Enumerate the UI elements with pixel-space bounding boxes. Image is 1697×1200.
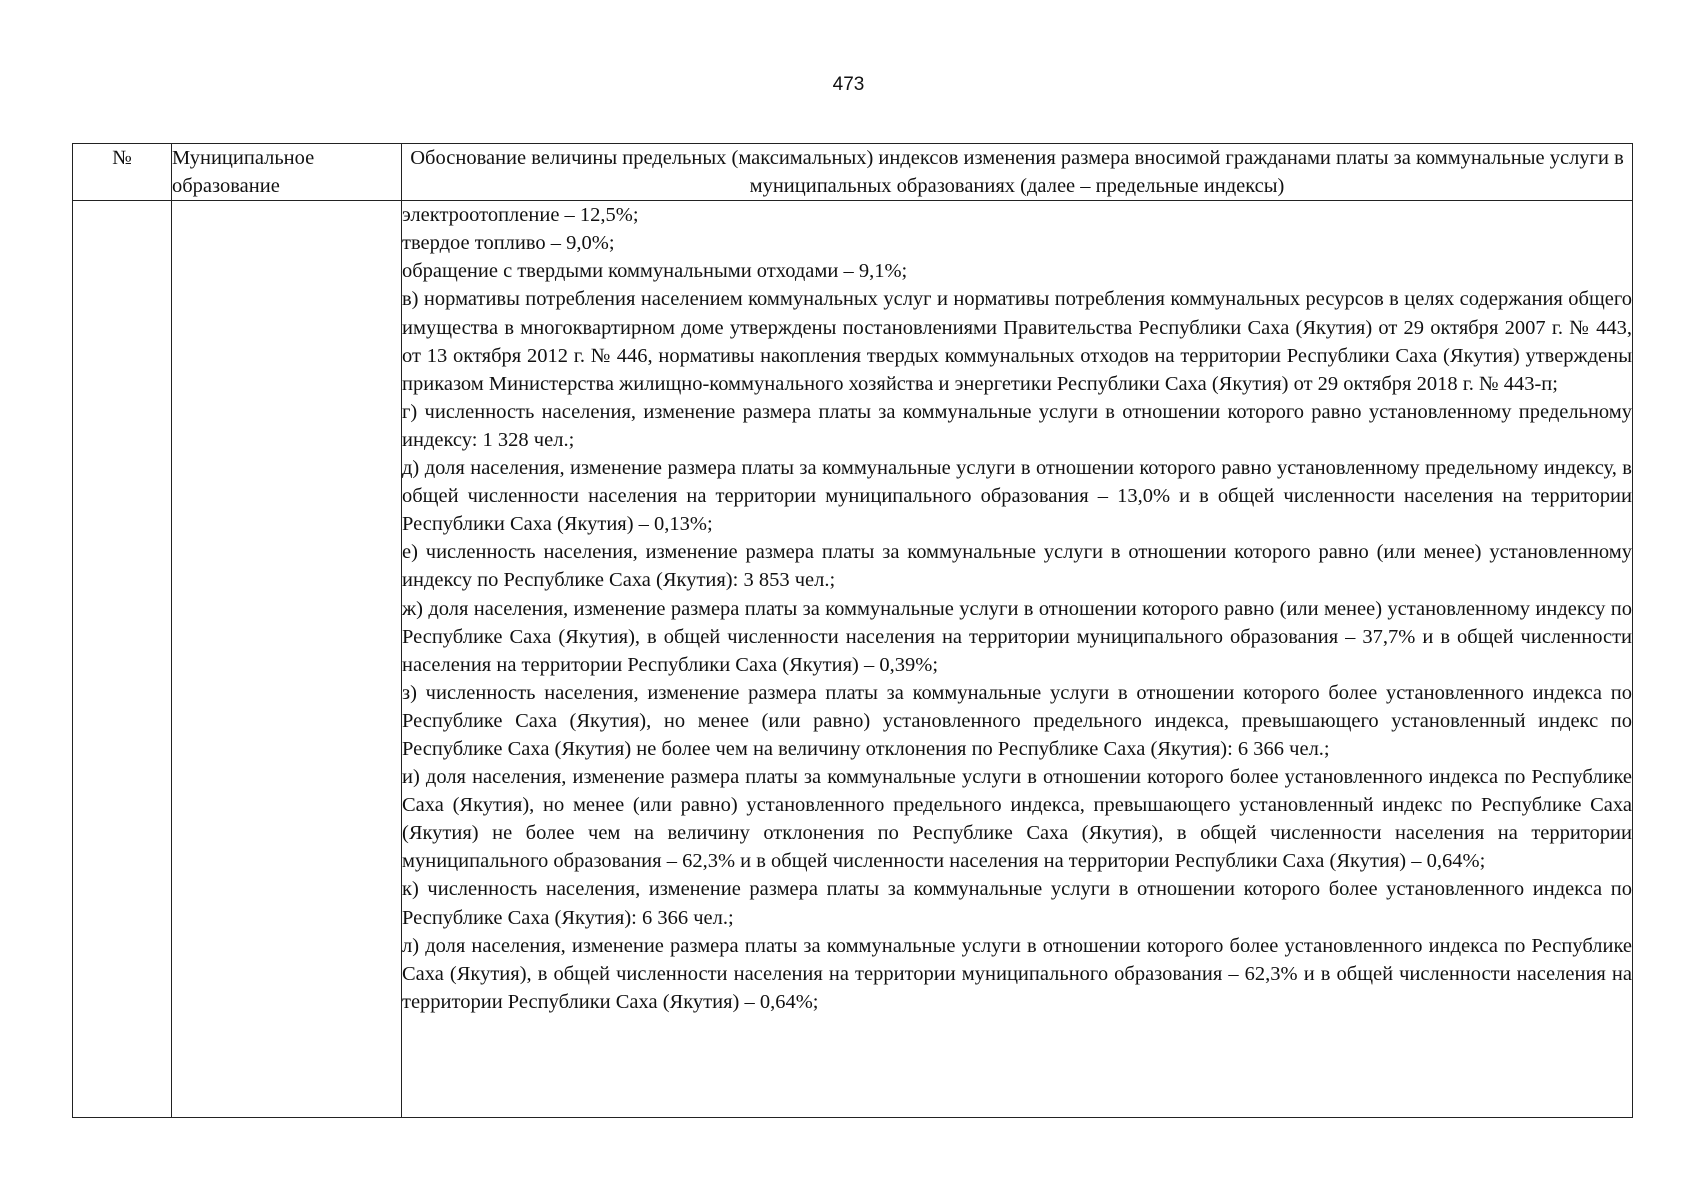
column-header-justification: Обоснование величины предельных (максимальных) индексов изменения размера вносимой гражданами платы за коммунальные услуги в муниципальных образованиях (далее – предельные индексы)	[402, 144, 1633, 201]
paragraph-item-k: к) численность населения, изменение размера платы за коммунальные услуги в отношении которого более установленного индекса по Республике Саха (Якутия): 6 366 чел.;	[402, 878, 1632, 929]
justification-table	[72, 143, 1633, 1118]
cell-municipality	[172, 201, 402, 1118]
paragraph-item-v: в) нормативы потребления населением коммунальных услуг и нормативы потребления коммунальных ресурсов в целях содержания общего имущества в многоквартирном доме утверждены постановлениями Правительства Республики Саха (Якутия) от 29 октября 2007 г. № 443, от 13 октября 2012 г. № 446, нормативы накопления твердых коммунальных отходов на территории Республики Саха (Якутия) утверждены приказом Министерства жилищно-коммунального хозяйства и энергетики Республики Саха (Якутия) от 29 октября 2018 г. № 443-п;	[402, 288, 1632, 395]
paragraph-item-z: з) численность населения, изменение размера платы за коммунальные услуги в отношении которого более установленного индекса по Республике Саха (Якутия), но менее (или равно) установленного предельного индекса, превышающего установленный индекс по Республике Саха (Якутия) не более чем на величину отклонения по Республике Саха (Якутия): 6 366 чел.;	[402, 681, 1632, 760]
page-number: 473	[832, 74, 865, 95]
paragraph-item-l: л) доля населения, изменение размера платы за коммунальные услуги в отношении которого более установленного индекса по Республике Саха (Якутия), в общей численности населения на территории муниципального образования – 62,3% и в общей численности населения на территории Республики Саха (Якутия) – 0,64%;	[402, 934, 1632, 1013]
paragraph-solid-waste: обращение с твердыми коммунальными отходами – 9,1%;	[402, 260, 908, 283]
paragraph-item-d: д) доля населения, изменение размера платы за коммунальные услуги в отношении которого равно установленному предельному индексу, в общей численности населения на территории муниципального образования – 13,0% и в общей численности населения на территории Республики Саха (Якутия) – 0,13%;	[402, 457, 1632, 536]
paragraph-item-g: г) численность населения, изменение размера платы за коммунальные услуги в отношении которого равно установленному предельному индексу: 1 328 чел.;	[402, 400, 1632, 451]
paragraph-item-zh: ж) доля населения, изменение размера платы за коммунальные услуги в отношении которого равно (или менее) установленному индексу по Республике Саха (Якутия), в общей численности населения на территории муниципального образования – 37,7% и в общей численности населения на территории Республики Саха (Якутия) – 0,39%;	[402, 597, 1632, 676]
paragraph-electric-heating: электроотопление – 12,5%;	[402, 204, 639, 227]
cell-number	[73, 201, 172, 1118]
column-header-municipality: Муниципальное образование	[172, 144, 402, 201]
paragraph-item-i: и) доля населения, изменение размера платы за коммунальные услуги в отношении которого более установленного индекса по Республике Саха (Якутия), но менее (или равно) установленного предельного индекса, превышающего установленный индекс по Республике Саха (Якутия) не более чем на величину отклонения по Республике Саха (Якутия), в общей численности населения на территории муниципального образования – 62,3% и в общей численности населения на территории Республики Саха (Якутия) – 0,64%;	[402, 766, 1632, 873]
column-header-number: №	[73, 144, 172, 201]
paragraph-item-e: е) численность населения, изменение размера платы за коммунальные услуги в отношении которого равно (или менее) установленному индексу по Республике Саха (Якутия): 3 853 чел.;	[402, 541, 1632, 592]
table-header-row	[73, 144, 1633, 201]
cell-justification	[402, 201, 1633, 1118]
paragraph-solid-fuel: твердое топливо – 9,0%;	[402, 232, 615, 255]
table-row	[73, 201, 1633, 1118]
